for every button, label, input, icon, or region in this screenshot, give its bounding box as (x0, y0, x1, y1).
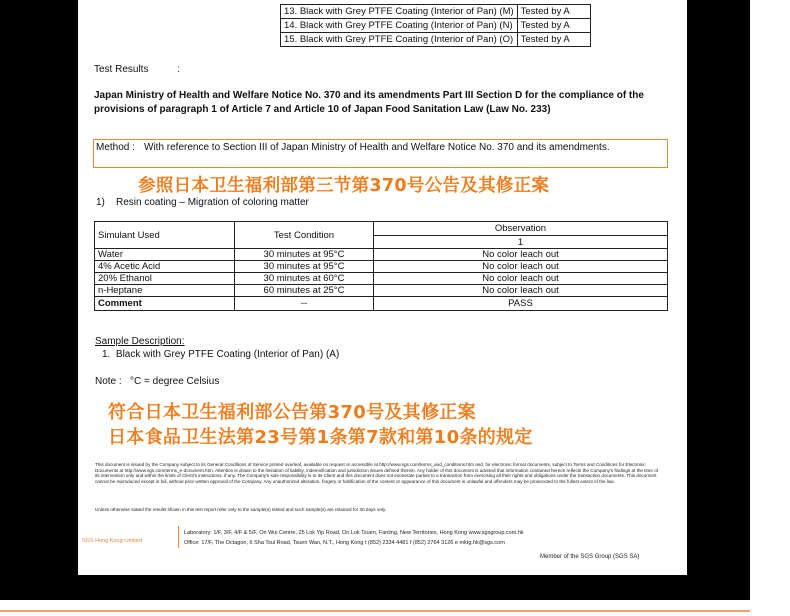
table-row (95, 261, 668, 273)
office-address: Office: 17/F, The Octagon, 6 Sha Tsui Road, Tsuen Wan, N.T., Hong Kong t (852) 2334 4481 f (852) 2764 3126 e mktg.hk@sgs.com (184, 540, 505, 546)
table-row (95, 273, 668, 285)
test-report-page (78, 0, 687, 575)
sample-item: 15. Black with Grey PTFE Coating (Interior of Pan) (O) (281, 33, 518, 47)
section-heading: 1) Resin coating – Migration of coloring matter (96, 197, 309, 208)
sample-status: Tested by A (517, 33, 590, 47)
sample-status: Tested by A (517, 5, 590, 19)
samples-table (280, 4, 591, 47)
table-header-row (95, 222, 668, 236)
table-row (281, 5, 591, 19)
table-row (281, 33, 591, 47)
footer-divider (178, 526, 179, 548)
header-observation-sub: 1 (374, 236, 668, 249)
simulant-cell: n-Heptane (95, 285, 235, 297)
observation-cell: No color leach out (374, 285, 668, 297)
regulation-title: Japan Ministry of Health and Welfare Notice No. 370 and its amendments Part III Section D for the compliance of the provisions of paragraph 1 of Article 7 and Article 10 of Japan Food Sanitation Law (Law No. 233) (94, 90, 644, 115)
chinese-annotation-compliance: 符合日本卫生福利部公告第370号及其修正案 (108, 402, 476, 423)
comment-condition: -- (235, 297, 374, 311)
comment-label: Comment (95, 297, 235, 311)
sample-description-item: 1. Black with Grey PTFE Coating (Interior of Pan) (A) (102, 349, 340, 360)
method-text: With reference to Section III of Japan Ministry of Health and Welfare Notice No. 370 and its amendments. (144, 142, 610, 153)
observation-cell: No color leach out (374, 261, 668, 273)
sample-status: Tested by A (517, 19, 590, 33)
test-results-label: Test Results (94, 64, 149, 75)
test-results-colon: : (177, 64, 181, 75)
sample-item: 14. Black with Grey PTFE Coating (Interior of Pan) (N) (281, 19, 518, 33)
results-table (94, 221, 668, 311)
orange-divider (0, 610, 750, 612)
retention-note: Unless otherwise stated the results shown in this test report refer only to the sample(s) tested and such sample(s) are retained for 30 days only. (95, 507, 387, 512)
header-simulant: Simulant Used (95, 222, 235, 249)
sample-item: 13. Black with Grey PTFE Coating (Interior of Pan) (M) (281, 5, 518, 19)
table-row (95, 249, 668, 261)
chinese-annotation-method: 参照日本卫生福利部第三节第370号公告及其修正案 (138, 176, 550, 196)
condition-cell: 60 minutes at 25°C (235, 285, 374, 297)
condition-cell: 30 minutes at 60°C (235, 273, 374, 285)
observation-cell: No color leach out (374, 273, 668, 285)
comment-row (95, 297, 668, 311)
simulant-cell: Water (95, 249, 235, 261)
note: Note : °C = degree Celsius (95, 376, 220, 387)
company-name: SGS Hong Kong Limited (82, 538, 142, 544)
condition-cell: 30 minutes at 95°C (235, 261, 374, 273)
comment-result: PASS (374, 297, 668, 311)
table-row (281, 19, 591, 33)
observation-cell: No color leach out (374, 249, 668, 261)
test-results-heading (94, 64, 180, 75)
table-row (95, 285, 668, 297)
sample-description-heading: Sample Description: (95, 336, 185, 347)
member-note: Member of the SGS Group (SGS SA) (540, 554, 640, 560)
chinese-annotation-law: 日本食品卫生法第23号第1条第7款和第10条的规定 (108, 427, 533, 448)
condition-cell: 30 minutes at 95°C (235, 249, 374, 261)
header-condition: Test Condition (235, 222, 374, 249)
header-observation: Observation (374, 222, 668, 236)
method-label: Method : (96, 142, 135, 153)
simulant-cell: 20% Ethanol (95, 273, 235, 285)
laboratory-address: Laboratory: 1/F, 3/F, 4/F & 5/F, On Wui Centre, 25 Lok Yip Road, On Lok Tsuen, Fanling, New Territories, Hong Kong www.sgsgroup.com.hk (184, 530, 524, 536)
simulant-cell: 4% Acetic Acid (95, 261, 235, 273)
disclaimer-text: This document is issued by the Company subject to its General Conditions of Service printed overleaf, available on request or accessible at http://www.sgs.com/terms_and_conditions.htm and, for electronic format documents, subject to Terms and Conditions for Electronic Documents at http://www.sgs.com/terms_e-document.htm. Attention is drawn to the limitation of liability, indemnification and jurisdiction issues defined therein. Any holder of this document is advised that information contained hereon reflects the Company's findings at the time of its intervention only and within the limits of Client's instructions, if any. The Company's sole responsibility is to its Client and this document does not exonerate parties to a transaction from exercising all their rights and obligations under the transaction documents. This document cannot be reproduced except in full, without prior written approval of the Company. Any unauthorized alteration, forgery or falsification of the content or appearance of this document is unlawful and offenders may be prosecuted to the fullest extent of the law. (95, 462, 659, 484)
